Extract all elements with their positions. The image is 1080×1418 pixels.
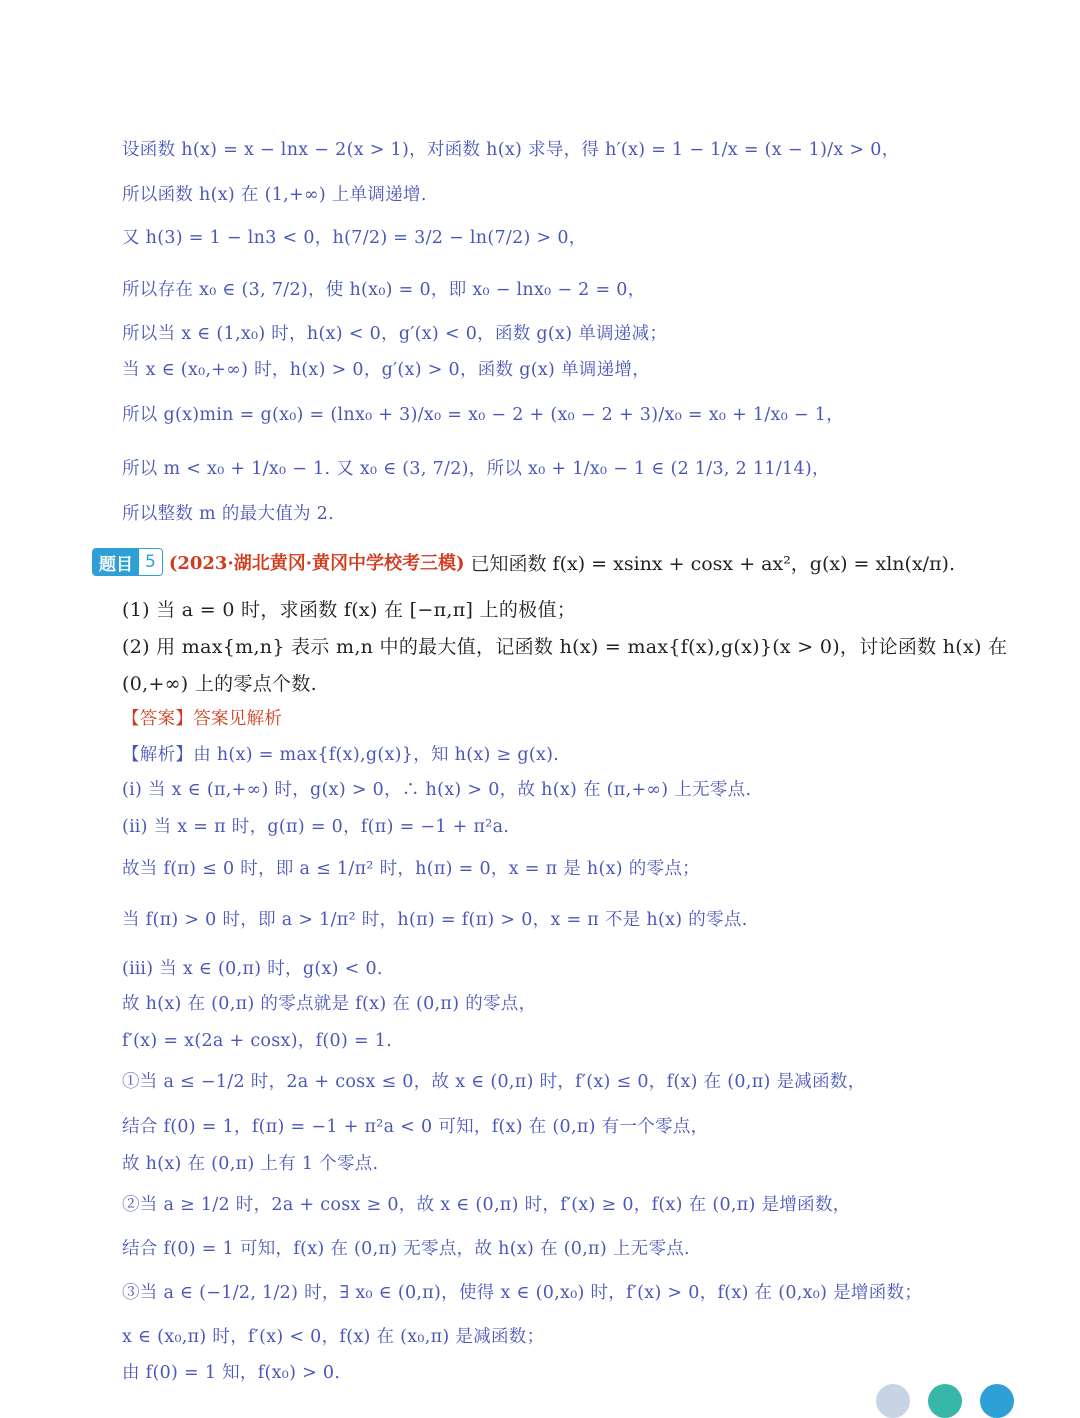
analysis-line: 当 f(π) > 0 时，即 a > 1/π² 时，h(π) = f(π) > 0，x = π 不是 h(x) 的零点. [122, 910, 748, 930]
analysis-line: x ∈ (x₀,π) 时，f′(x) < 0，f(x) 在 (x₀,π) 是减函数； [122, 1327, 545, 1347]
solution-line: 所以当 x ∈ (1,x₀) 时，h(x) < 0，g′(x) < 0，函数 g(x) 单调递减； [122, 324, 668, 344]
analysis-line [122, 741, 559, 766]
analysis-line: 故 h(x) 在 (0,π) 上有 1 个零点. [122, 1154, 379, 1174]
analysis-label: 【解析】 [122, 745, 194, 765]
analysis-line: ③当 a ∈ (−1/2, 1/2) 时，∃ x₀ ∈ (0,π)，使得 x ∈ (0,x₀) 时，f′(x) > 0，f(x) 在 (0,x₀) 是增函数； [122, 1283, 923, 1303]
analysis-line: 故 h(x) 在 (0,π) 的零点就是 f(x) 在 (0,π) 的零点， [122, 994, 537, 1014]
solution-line: 设函数 h(x) = x − lnx − 2(x > 1)，对函数 h(x) 求导，得 h′(x) = 1 − 1/x = (x − 1)/x > 0， [122, 140, 900, 160]
analysis-line: ②当 a ≥ 1/2 时，2a + cosx ≥ 0，故 x ∈ (0,π) 时，f′(x) ≥ 0，f(x) 在 (0,π) 是增函数， [122, 1195, 851, 1215]
analysis-line: ①当 a ≤ −1/2 时，2a + cosx ≤ 0，故 x ∈ (0,π) 时，f′(x) ≤ 0，f(x) 在 (0,π) 是减函数， [122, 1072, 866, 1092]
analysis-line: 由 f(0) = 1 知，f(x₀) > 0. [122, 1363, 341, 1383]
nav-circle-icon[interactable] [928, 1384, 962, 1418]
problem-source: (2023·湖北黄冈·黄冈中学校考三模) [168, 553, 465, 574]
solution-line: 所以 m < x₀ + 1/x₀ − 1. 又 x₀ ∈ (3, 7/2)，所以 x₀ + 1/x₀ − 1 ∈ (2 1/3, 2 11/14)， [122, 459, 830, 479]
analysis-line: f′(x) = x(2a + cosx)，f(0) = 1. [122, 1031, 393, 1051]
analysis-line: (ⅲ) 当 x ∈ (0,π) 时，g(x) < 0. [122, 959, 383, 979]
answer-line [122, 705, 282, 730]
problem-badge-number: 5 [139, 549, 162, 575]
problem-part: (2) 用 max{m,n} 表示 m,n 中的最大值，记函数 h(x) = max{f(x),g(x)}(x > 0)，讨论函数 h(x) 在 [122, 636, 1008, 658]
analysis-line: 结合 f(0) = 1 可知，f(x) 在 (0,π) 无零点，故 h(x) 在 (0,π) 上无零点. [122, 1239, 690, 1259]
analysis-line: (ⅰ) 当 x ∈ (π,+∞) 时，g(x) > 0，∴ h(x) > 0，故 h(x) 在 (π,+∞) 上无零点. [122, 780, 752, 800]
answer-text: 答案见解析 [193, 709, 283, 729]
nav-circle-icon[interactable] [980, 1384, 1014, 1418]
problem-part: (1) 当 a = 0 时，求函数 f(x) 在 [−π,π] 上的极值； [122, 599, 577, 621]
analysis-line: (ⅱ) 当 x = π 时，g(π) = 0，f(π) = −1 + π²a. [122, 817, 510, 837]
solution-line: 所以存在 x₀ ∈ (3, 7/2)，使 h(x₀) = 0，即 x₀ − lnx₀ − 2 = 0， [122, 280, 646, 300]
problem-stem: 已知函数 f(x) = xsinx + cosx + ax²，g(x) = xln(x/π). [470, 552, 956, 575]
solution-line: 所以 g(x)min = g(x₀) = (lnx₀ + 3)/x₀ = x₀ − 2 + (x₀ − 2 + 3)/x₀ = x₀ + 1/x₀ − 1， [122, 405, 844, 425]
answer-label: 【答案】 [122, 709, 194, 729]
solution-line: 当 x ∈ (x₀,+∞) 时，h(x) > 0，g′(x) > 0，函数 g(x) 单调递增， [122, 360, 651, 380]
solution-line: 所以整数 m 的最大值为 2. [122, 504, 334, 524]
problem-header [92, 547, 955, 577]
problem-badge [92, 548, 163, 576]
solution-line: 所以函数 h(x) 在 (1,+∞) 上单调递增. [122, 185, 427, 205]
problem-badge-title: 题目 [93, 549, 139, 575]
nav-circle-icon[interactable] [876, 1384, 910, 1418]
solution-line: 又 h(3) = 1 − ln3 < 0，h(7/2) = 3/2 − ln(7/2) > 0， [122, 228, 587, 248]
analysis-first: 由 h(x) = max{f(x),g(x)}，知 h(x) ≥ g(x). [193, 745, 560, 765]
problem-part: (0,+∞) 上的零点个数. [122, 673, 317, 695]
analysis-line: 结合 f(0) = 1，f(π) = −1 + π²a < 0 可知，f(x) 在 (0,π) 有一个零点， [122, 1117, 709, 1137]
analysis-line: 故当 f(π) ≤ 0 时，即 a ≤ 1/π² 时，h(π) = 0，x = π 是 h(x) 的零点； [122, 859, 700, 879]
